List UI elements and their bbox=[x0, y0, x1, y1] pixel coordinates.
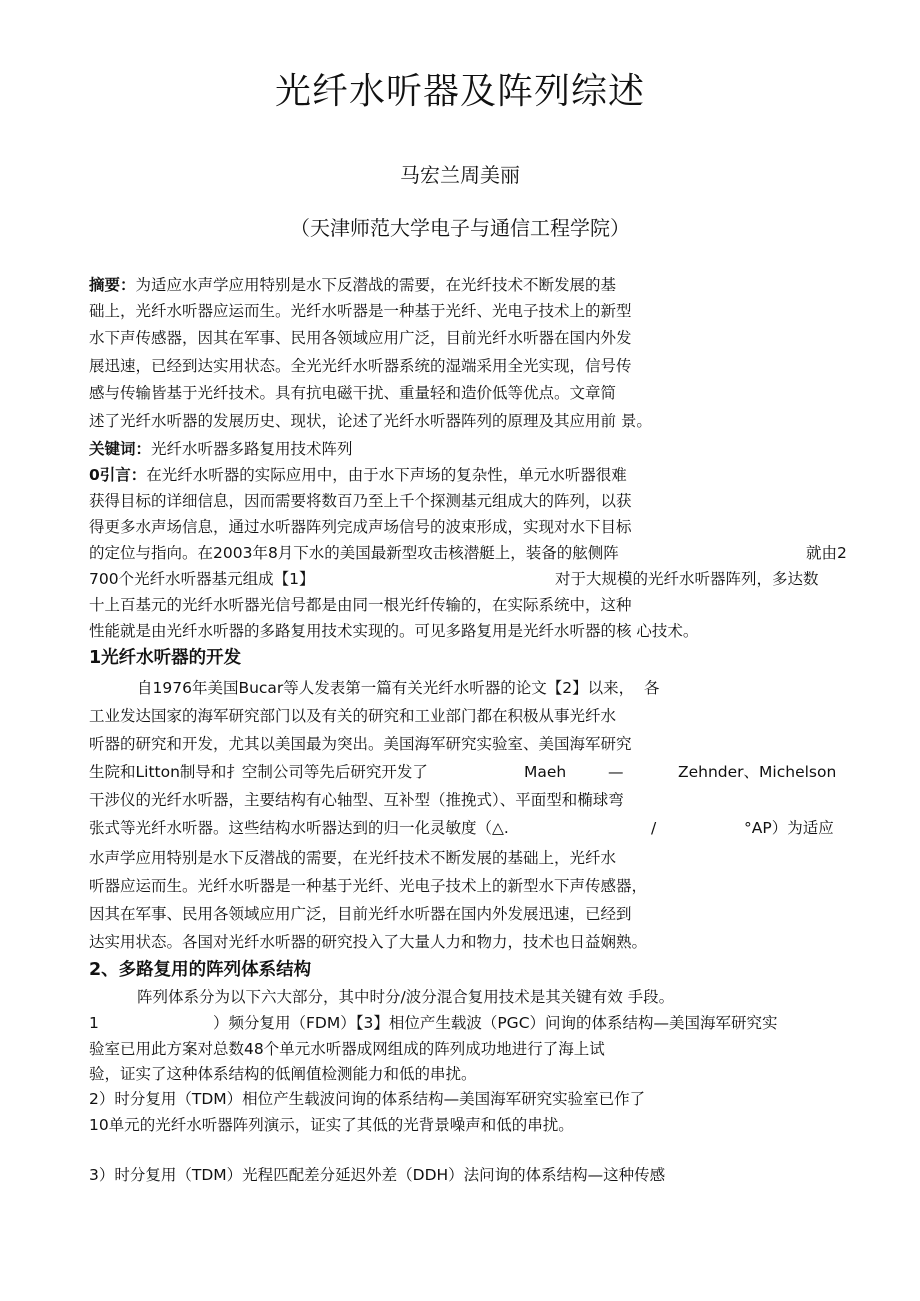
section1-line-5: 干涉仪的光纤水听器，主要结构有心轴型、互补型（推挽式）、平面型和椭球弯 bbox=[89, 791, 624, 809]
intro-line-7: 性能就是由光纤水听器的多路复用技术实现的。可见多路复用是光纤水听器的核 心技术。 bbox=[89, 622, 699, 640]
keywords-text: 光纤水听器多路复用技术阵列 bbox=[151, 440, 353, 458]
section1-line-2: 工业发达国家的海军研究部门以及有关的研究和工业部门都在积极从事光纤水 bbox=[89, 707, 617, 725]
intro-line-1 bbox=[89, 462, 627, 488]
section1-line-10: 达实用状态。各国对光纤水听器的研究投入了大量人力和物力，技术也日益娴熟。 bbox=[89, 933, 648, 951]
section1-heading: 1光纤水听器的开发 bbox=[89, 648, 242, 668]
keywords-label: 关键词： bbox=[89, 440, 152, 458]
intro-label: 0引言： bbox=[89, 466, 147, 484]
abstract-label: 摘要： bbox=[89, 276, 136, 294]
section1-line-1: 自1976年美国Bucar等人发表第一篇有关光纤水听器的论文【2】以来， 各 bbox=[137, 679, 660, 697]
section1-line-4-zehnder: Zehnder、Michelson bbox=[678, 763, 837, 781]
section1-line-4: 生院和Litton制导和扌空制公司等先后研究开发了 bbox=[89, 763, 428, 781]
section1-line-6-tail: °AP）为适应 bbox=[744, 819, 834, 837]
section2-item2: 2）时分复用（TDM）相位产生载波问询的体系结构—美国海军研究实验室已作了 bbox=[89, 1090, 646, 1108]
intro-line-6: 十上百基元的光纤水听器光信号都是由同一根光纤传输的，在实际系统中，这种 bbox=[89, 596, 632, 614]
intro-line-4-tail: 就由2 bbox=[806, 544, 847, 562]
section2-line-6: 10单元的光纤水听器阵列演示，证实了其低的光背景噪声和低的串扰。 bbox=[89, 1116, 574, 1134]
section2-item1-text: ）频分复用（FDM）【3】相位产生载波（PGC）问询的体系结构—美国海军研究实 bbox=[213, 1014, 778, 1032]
intro-line-4: 的定位与指向。在2003年8月下水的美国最新型攻击核潜艇上，装备的舷侧阵 bbox=[89, 544, 619, 562]
authors: 马宏兰周美丽 bbox=[400, 163, 520, 187]
section1-line-4-maeh: Maeh bbox=[524, 763, 567, 781]
section1-line-9: 因其在军事、民用各领域应用广泛，目前光纤水听器在国内外发展迅速，已经到 bbox=[89, 905, 632, 923]
intro-line-5: 700个光纤水听器基元组成【1】 bbox=[89, 570, 315, 588]
intro-line-2: 获得目标的详细信息，因而需要将数百乃至上千个探测基元组成大的阵列，以获 bbox=[89, 492, 632, 510]
intro-line-5-tail: 对于大规模的光纤水听器阵列，多达数 bbox=[555, 570, 819, 588]
section1-line-3: 听器的研究和开发，尤其以美国最为突出。美国海军研究实验室、美国海军研究 bbox=[89, 735, 632, 753]
section1-line-6-slash: / bbox=[651, 819, 657, 837]
keywords-line bbox=[89, 436, 353, 462]
section1-line-6: 张式等光纤水听器。这些结构水听器达到的归一化灵敏度（△. bbox=[89, 819, 509, 837]
affiliation: （天津师范大学电子与通信工程学院） bbox=[290, 216, 630, 240]
section2-item3: 3）时分复用（TDM）光程匹配差分延迟外差（DDH）法问询的体系结构—这种传感 bbox=[89, 1166, 666, 1184]
paper-title: 光纤水听器及阵列综述 bbox=[274, 71, 645, 112]
section2-item1-number: 1 bbox=[89, 1014, 99, 1032]
section1-line-7: 水声学应用特别是水下反潜战的需要，在光纤技术不断发展的基础上，光纤水 bbox=[89, 849, 617, 867]
abstract-line-1 bbox=[89, 272, 616, 298]
section1-line-4-dash: — bbox=[608, 763, 624, 781]
section2-line-3: 验室已用此方案对总数48个单元水听器成网组成的阵列成功地进行了海上试 bbox=[89, 1040, 605, 1058]
intro-text: 在光纤水听器的实际应用中，由于水下声场的复杂性，单元水听器很难 bbox=[146, 466, 627, 484]
section2-line-1: 阵列体系分为以下六大部分，其中时分/波分混合复用技术是其关键有效 手段。 bbox=[137, 988, 675, 1006]
section2-heading: 2、多路复用的阵列体系结构 bbox=[89, 960, 312, 980]
abstract-line-2: 础上，光纤水听器应运而生。光纤水听器是一种基于光纤、光电子技术上的新型 bbox=[89, 302, 632, 320]
section1-line-8: 听器应运而生。光纤水听器是一种基于光纤、光电子技术上的新型水下声传感器， bbox=[89, 877, 648, 895]
abstract-line-3: 水下声传感器，因其在军事、民用各领域应用广泛，目前光纤水听器在国内外发 bbox=[89, 329, 632, 347]
intro-line-3: 得更多水声场信息，通过水听器阵列完成声场信号的波束形成，实现对水下目标 bbox=[89, 518, 632, 536]
abstract-line-4: 展迅速，已经到达实用状态。全光光纤水听器系统的湿端采用全光实现，信号传 bbox=[89, 357, 632, 375]
abstract-text: 为适应水声学应用特别是水下反潜战的需要，在光纤技术不断发展的基 bbox=[135, 276, 617, 294]
abstract-line-6: 述了光纤水听器的发展历史、现状，论述了光纤水听器阵列的原理及其应用前 景。 bbox=[89, 412, 652, 430]
abstract-line-5: 感与传输皆基于光纤技术。具有抗电磁干扰、重量轻和造价低等优点。文章简 bbox=[89, 384, 617, 402]
section2-line-4: 验，证实了这种体系结构的低阐值检测能力和低的串扰。 bbox=[89, 1065, 477, 1083]
